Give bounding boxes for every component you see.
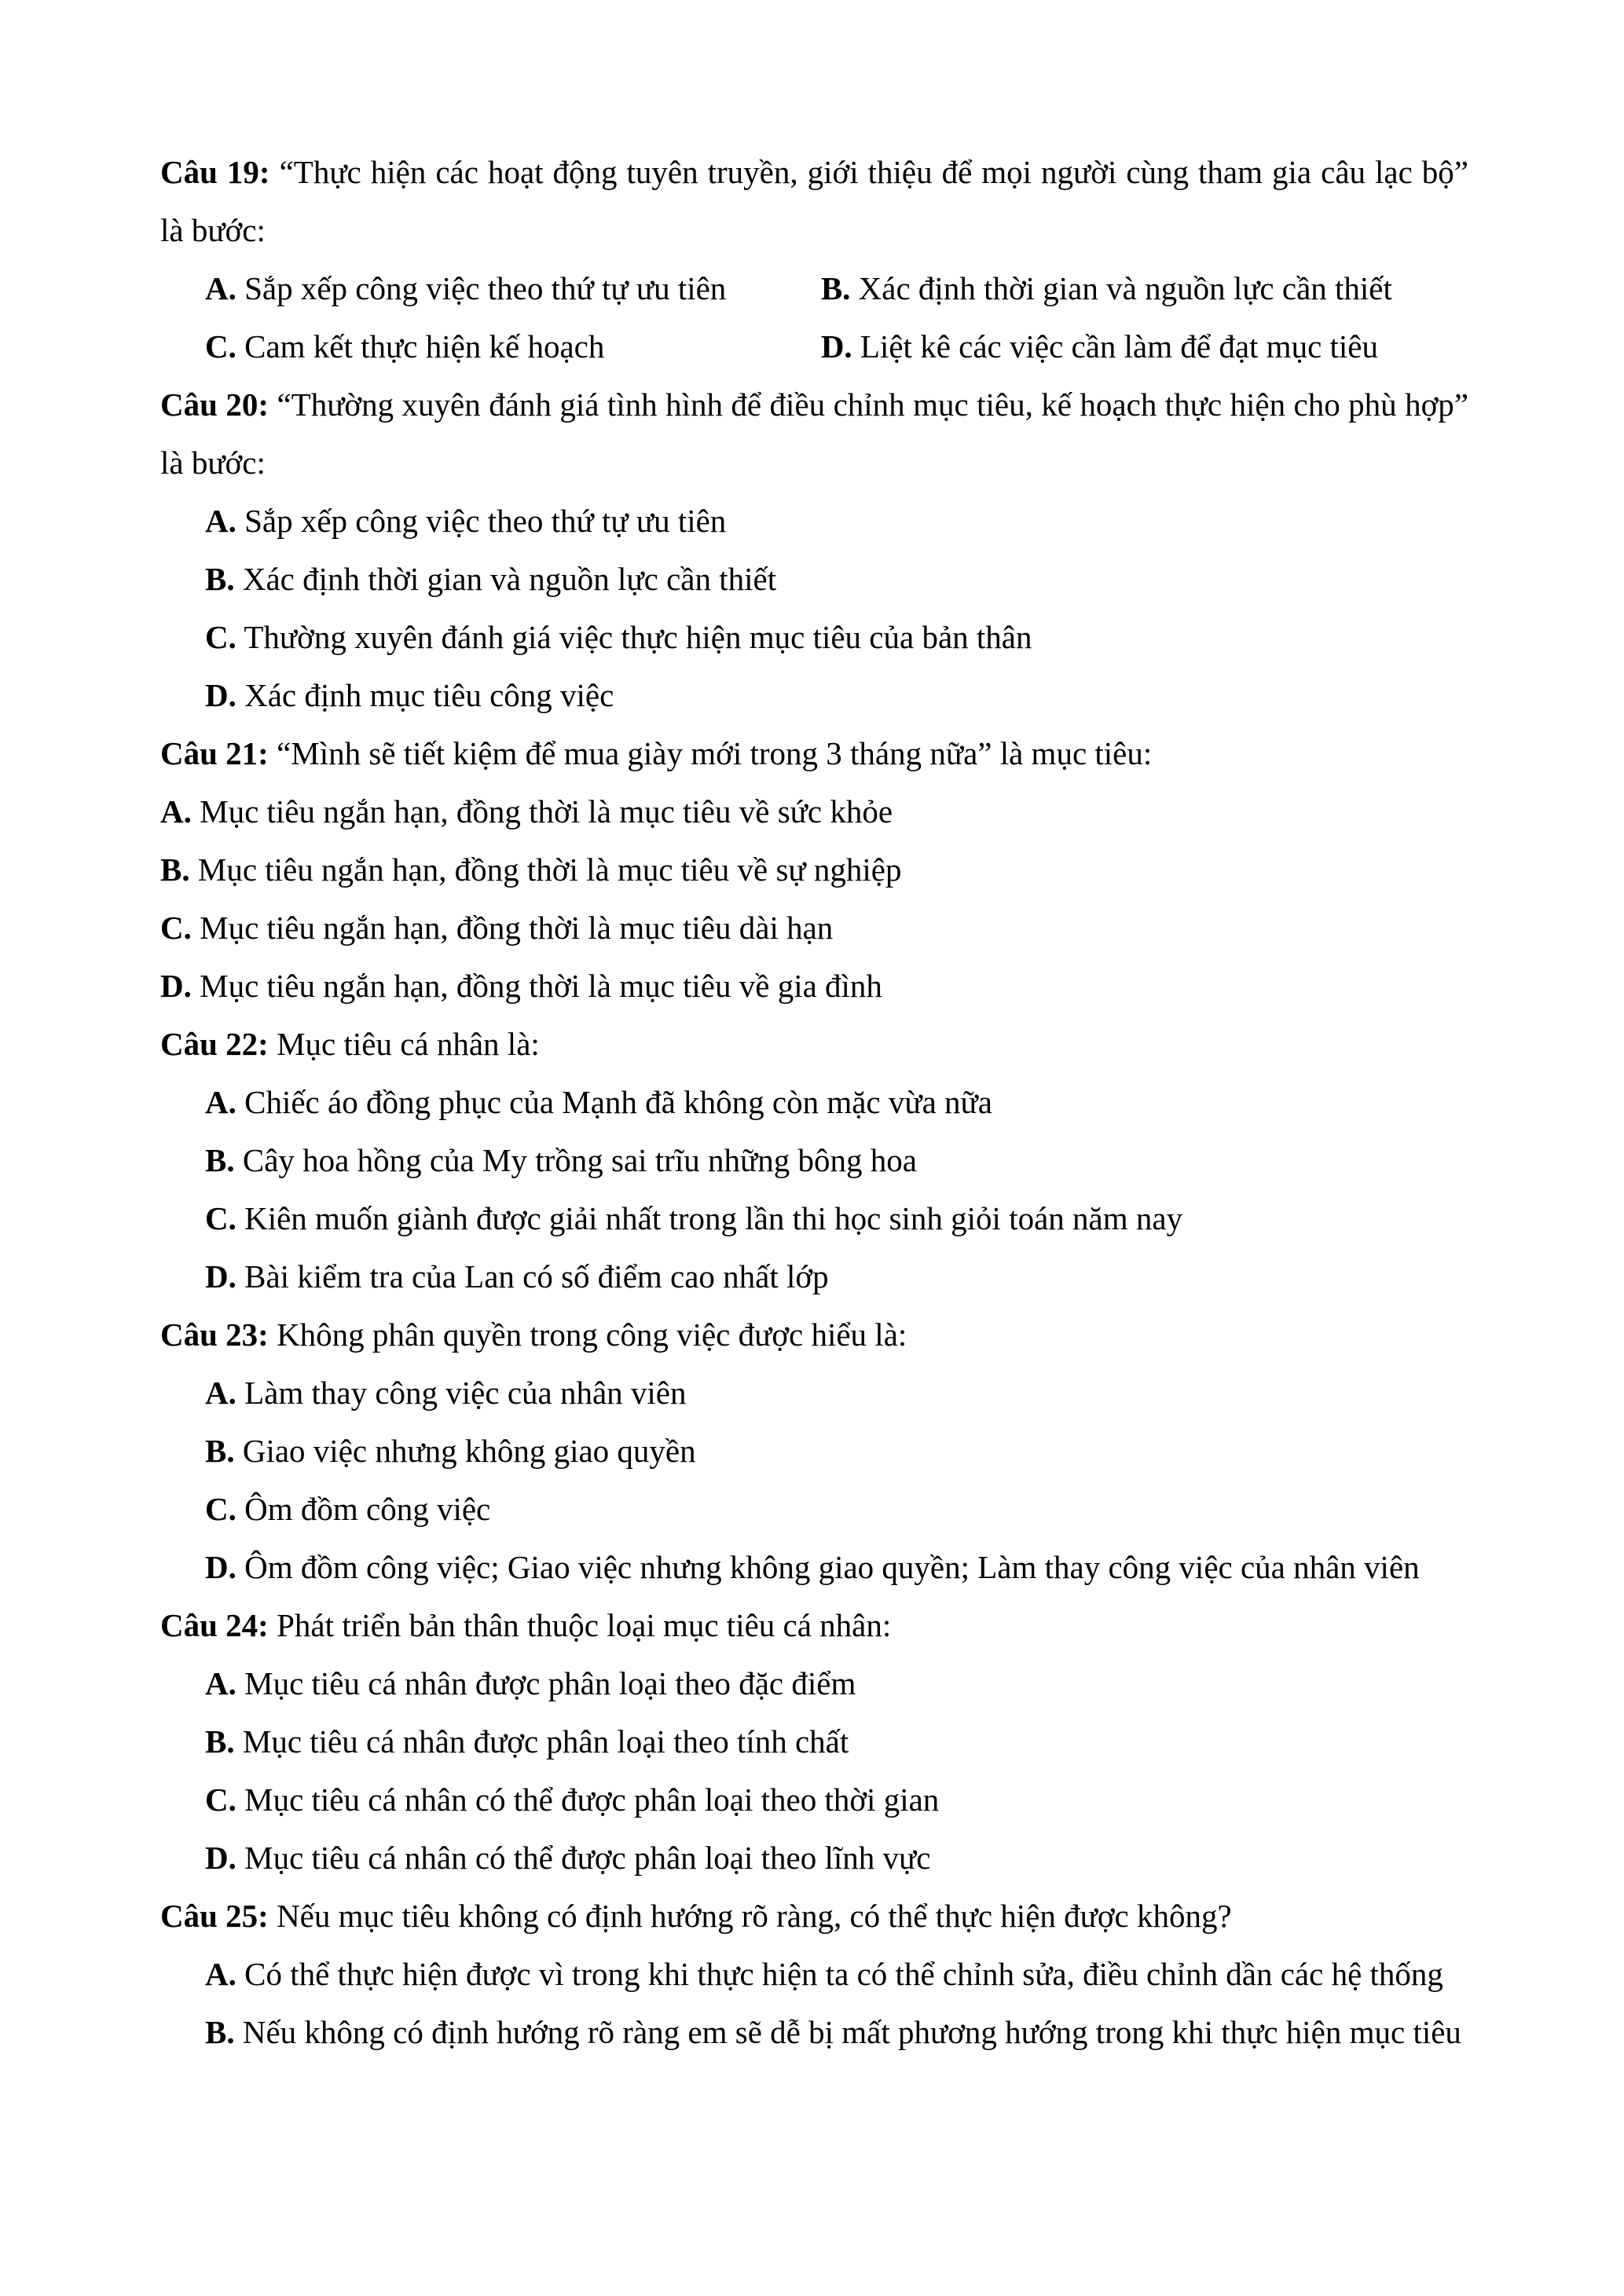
option-letter: A. (205, 503, 236, 539)
question-20-option-d (160, 666, 1468, 724)
question-21-option-a (160, 782, 1468, 840)
option-text: Làm thay công việc của nhân viên (244, 1375, 687, 1411)
option-text: Mục tiêu ngắn hạn, đồng thời là mục tiêu về sự nghiệp (197, 851, 902, 888)
question-19-option-c (160, 317, 821, 375)
option-letter: C. (205, 619, 236, 655)
question-20-text (160, 375, 1468, 492)
option-text: Mục tiêu cá nhân được phân loại theo đặc điểm (244, 1665, 856, 1701)
question-23-label: Câu 23: (160, 1316, 269, 1353)
option-text: Giao việc nhưng không giao quyền (242, 1433, 696, 1469)
option-letter: B. (205, 2014, 235, 2050)
question-25-text (160, 1887, 1468, 1945)
option-letter: D. (160, 968, 192, 1004)
question-21 (160, 724, 1468, 1015)
option-text: Mục tiêu ngắn hạn, đồng thời là mục tiêu về gia đình (200, 968, 882, 1004)
option-text: Sắp xếp công việc theo thứ tự ưu tiên (244, 503, 727, 539)
question-20-label: Câu 20: (160, 386, 269, 423)
question-24-option-a (160, 1654, 1468, 1712)
option-letter: D. (205, 1840, 236, 1876)
option-letter: B. (205, 561, 235, 597)
option-text: Xác định thời gian và nguồn lực cần thiết (858, 270, 1392, 306)
question-19-text (160, 143, 1468, 259)
question-24 (160, 1596, 1468, 1887)
option-letter: B. (820, 270, 851, 306)
question-23-text (160, 1305, 1468, 1364)
question-22-option-c (160, 1189, 1468, 1247)
option-text: Nếu không có định hướng rõ ràng em sẽ dễ bị mất phương hướng trong khi thực hiện mục tiêu (242, 2014, 1461, 2050)
question-25-label: Câu 25: (160, 1898, 269, 1934)
question-25 (160, 1887, 1468, 2061)
option-text: Mục tiêu cá nhân được phân loại theo tính chất (242, 1723, 849, 1760)
option-text: Mục tiêu ngắn hạn, đồng thời là mục tiêu về sức khỏe (200, 793, 893, 829)
question-25-option-a (160, 1945, 1468, 2003)
option-text: Thường xuyên đánh giá việc thực hiện mục tiêu của bản thân (244, 619, 1032, 655)
question-20-option-a (160, 492, 1468, 550)
question-19-body: “Thực hiện các hoạt động tuyên truyền, giới thiệu để mọi người cùng tham gia câu lạc bộ” là bước: (160, 154, 1468, 248)
question-23 (160, 1305, 1468, 1596)
option-letter: A. (205, 1956, 236, 1992)
option-letter: D. (205, 1549, 236, 1585)
question-19-options (160, 259, 1468, 375)
question-22-option-b (160, 1131, 1468, 1189)
question-19-option-d (821, 317, 1468, 375)
option-letter: A. (205, 270, 236, 306)
question-22-options (160, 1073, 1468, 1305)
option-text: Sắp xếp công việc theo thứ tự ưu tiên (244, 270, 727, 306)
option-letter: C. (205, 1200, 236, 1236)
option-letter: B. (205, 1142, 235, 1178)
question-21-label: Câu 21: (160, 735, 269, 771)
option-text: Bài kiểm tra của Lan có số điểm cao nhất lớp (244, 1258, 829, 1294)
option-letter: A. (205, 1665, 236, 1701)
option-text: Chiếc áo đồng phục của Mạnh đã không còn mặc vừa nữa (244, 1084, 992, 1120)
option-letter: D. (820, 328, 852, 364)
question-19 (160, 143, 1468, 375)
question-22-option-a (160, 1073, 1468, 1131)
question-22-body: Mục tiêu cá nhân là: (277, 1026, 540, 1062)
option-text: Mục tiêu ngắn hạn, đồng thời là mục tiêu dài hạn (200, 910, 834, 946)
question-22-text (160, 1015, 1468, 1073)
question-21-options (160, 782, 1468, 1015)
question-21-option-c (160, 899, 1468, 957)
question-24-option-c (160, 1771, 1468, 1829)
option-letter: C. (205, 1491, 236, 1527)
option-text: Liệt kê các việc cần làm để đạt mục tiêu (860, 328, 1379, 364)
question-25-option-b (160, 2003, 1468, 2061)
question-22-label: Câu 22: (160, 1026, 269, 1062)
option-text: Xác định thời gian và nguồn lực cần thiết (242, 561, 777, 597)
question-20-body: “Thường xuyên đánh giá tình hình để điều chỉnh mục tiêu, kế hoạch thực hiện cho phù hợp” là bước: (160, 386, 1469, 481)
question-20-option-b (160, 550, 1468, 608)
option-text: Có thể thực hiện được vì trong khi thực hiện ta có thể chỉnh sửa, điều chỉnh dần các hệ thống (244, 1956, 1443, 1992)
question-19-option-b (821, 259, 1468, 317)
question-25-body: Nếu mục tiêu không có định hướng rõ ràng, có thể thực hiện được không? (277, 1898, 1232, 1934)
option-letter: C. (205, 1782, 236, 1818)
question-21-option-b (160, 840, 1468, 899)
question-20-options (160, 492, 1468, 724)
option-text: Ôm đồm công việc (244, 1491, 491, 1527)
option-letter: B. (205, 1433, 235, 1469)
option-text: Ôm đồm công việc; Giao việc nhưng không giao quyền; Làm thay công việc của nhân viên (244, 1549, 1420, 1585)
question-22 (160, 1015, 1468, 1305)
option-text: Xác định mục tiêu công việc (244, 677, 614, 713)
question-25-options (160, 1945, 1468, 2061)
question-23-option-c (160, 1480, 1468, 1538)
option-letter: D. (205, 1258, 236, 1294)
question-23-body: Không phân quyền trong công việc được hiểu là: (277, 1316, 907, 1353)
question-23-options (160, 1364, 1468, 1596)
option-letter: C. (205, 328, 236, 364)
question-21-option-d (160, 957, 1468, 1015)
question-22-option-d (160, 1247, 1468, 1305)
option-letter: A. (160, 793, 192, 829)
question-20 (160, 375, 1468, 724)
question-23-option-b (160, 1422, 1468, 1480)
question-23-option-a (160, 1364, 1468, 1422)
option-letter: B. (205, 1723, 235, 1760)
question-20-option-c (160, 608, 1468, 666)
question-24-text (160, 1596, 1468, 1654)
option-text: Cam kết thực hiện kế hoạch (244, 328, 605, 364)
question-21-body: “Mình sẽ tiết kiệm để mua giày mới trong 3 tháng nữa” là mục tiêu: (277, 735, 1153, 771)
question-24-option-b (160, 1712, 1468, 1771)
question-24-options (160, 1654, 1468, 1887)
question-24-label: Câu 24: (160, 1607, 269, 1643)
option-letter: A. (205, 1375, 236, 1411)
option-letter: D. (205, 677, 236, 713)
option-text: Cây hoa hồng của My trồng sai trĩu những bông hoa (242, 1142, 917, 1178)
question-24-body: Phát triển bản thân thuộc loại mục tiêu cá nhân: (277, 1607, 892, 1643)
option-text: Mục tiêu cá nhân có thể được phân loại theo thời gian (244, 1782, 940, 1818)
option-text: Kiên muốn giành được giải nhất trong lần thi học sinh giỏi toán năm nay (244, 1200, 1183, 1236)
question-23-option-d (160, 1538, 1468, 1596)
option-letter: A. (205, 1084, 236, 1120)
option-letter: C. (160, 910, 192, 946)
question-24-option-d (160, 1829, 1468, 1887)
option-text: Mục tiêu cá nhân có thể được phân loại theo lĩnh vực (244, 1840, 931, 1876)
option-letter: B. (160, 851, 190, 888)
question-19-label: Câu 19: (160, 154, 270, 190)
question-21-text (160, 724, 1468, 782)
question-19-option-a (160, 259, 821, 317)
